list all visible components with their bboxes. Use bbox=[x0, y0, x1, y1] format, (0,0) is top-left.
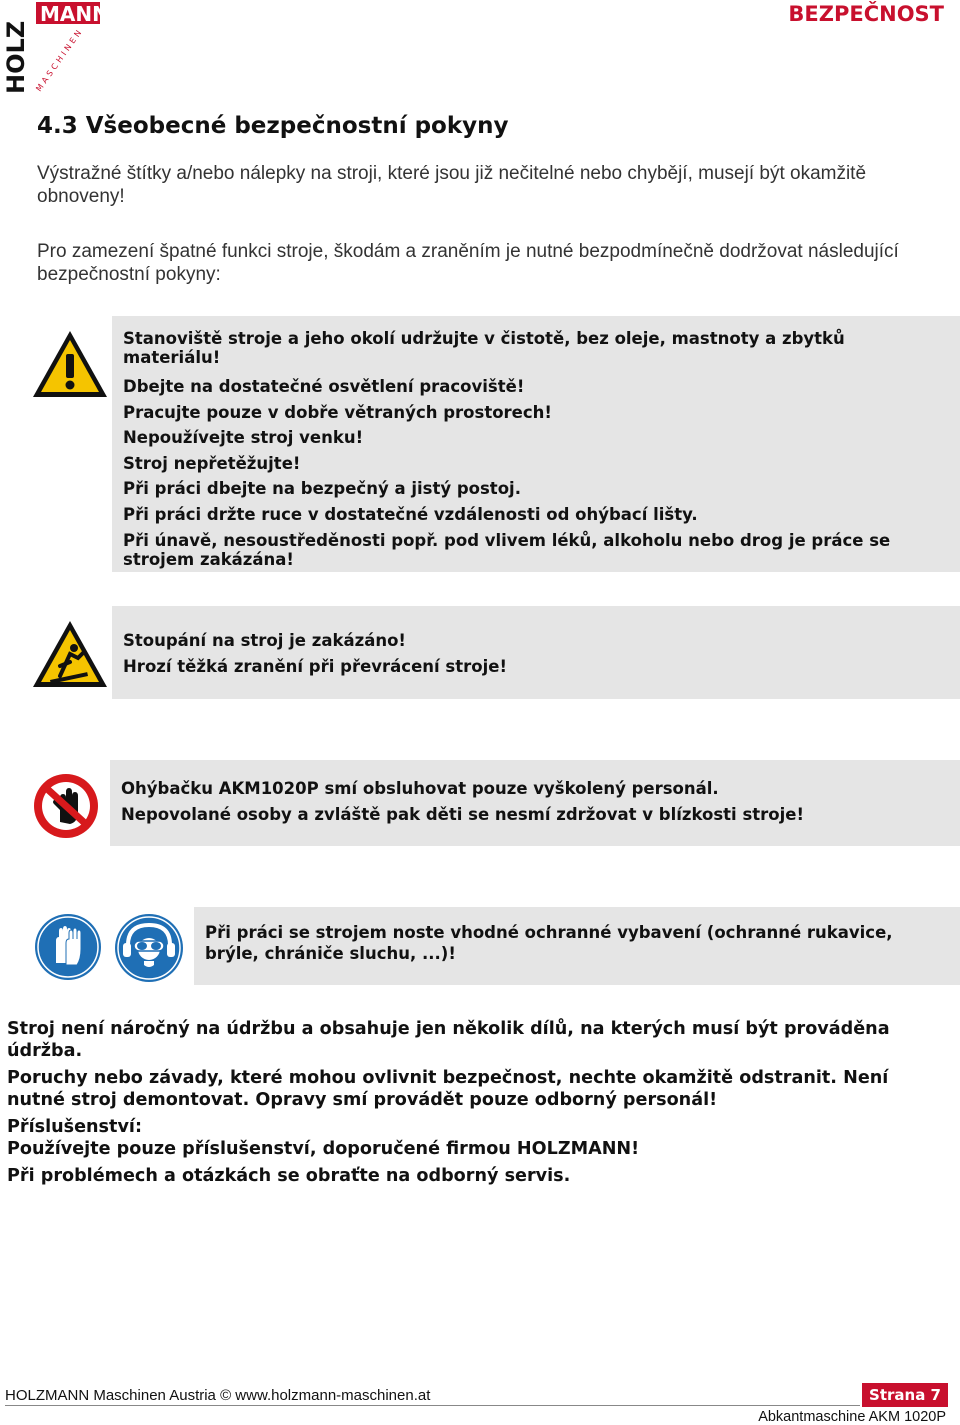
footer-company: HOLZMANN Maschinen Austria © www.holzmann-maschinen.at bbox=[5, 1387, 431, 1404]
warning-tipping-icon bbox=[30, 618, 110, 690]
panel-line: Při práci se strojem noste vhodné ochranné vybavení (ochranné rukavice, brýle, chrániče sluchu, ...)! bbox=[205, 923, 893, 963]
panel-line: Ohýbačku AKM1020P smí obsluhovat pouze vyškolený personál. bbox=[121, 779, 719, 798]
panel-line: Stroj nepřetěžujte! bbox=[123, 453, 301, 473]
panel-line: Hrozí těžká zranění při převrácení stroje! bbox=[123, 656, 507, 676]
faults-paragraph: Poruchy nebo závady, které mohou ovlivnit bezpečnost, nechte okamžitě odstranit. Není nutné stroj demontovat. Opravy smí provádět pouze odborný personál! bbox=[7, 1068, 889, 1110]
panel-line: Při práci dbejte na bezpečný a jistý postoj. bbox=[123, 479, 521, 499]
footer-model: Abkantmaschine AKM 1020P bbox=[758, 1409, 946, 1425]
panel-line: Dbejte na dostatečné osvětlení pracoviště! bbox=[123, 377, 525, 396]
no-unauthorized-access-icon bbox=[32, 772, 100, 840]
panel-line: Nepovolané osoby a zvláště pak děti se nesmí zdržovat v blízkosti stroje! bbox=[121, 804, 805, 824]
intro-paragraph-1: Výstražné štítky a/nebo nálepky na stroji, které jsou již nečitelné nebo chybějí, musejí být okamžitě obnoveny! bbox=[37, 163, 867, 207]
header-section-label: BEZPEČNOST bbox=[788, 2, 944, 26]
warning-exclamation-icon bbox=[30, 328, 110, 400]
personnel-panel bbox=[110, 760, 960, 846]
accessories-paragraph: Používejte pouze příslušenství, doporučené firmou HOLZMANN! bbox=[7, 1139, 640, 1159]
maintenance-paragraph: Stroj není náročný na údržbu a obsahuje jen několik dílů, na kterých musí být prováděna údržba. bbox=[7, 1019, 890, 1061]
climbing-warning-panel bbox=[112, 606, 960, 699]
body-text-block bbox=[7, 1018, 942, 1192]
panel-line: Stanoviště stroje a jeho okolí udržujte v čistotě, bez oleje, mastnoty a zbytků materiálu! bbox=[123, 329, 845, 367]
panel-line: Při práci držte ruce v dostatečné vzdálenosti od ohýbací lišty. bbox=[123, 504, 698, 524]
footer-divider bbox=[5, 1405, 860, 1406]
panel-line: Pracujte pouze v dobře větraných prostorech! bbox=[123, 402, 552, 422]
ppe-panel bbox=[194, 907, 960, 985]
accessories-heading: Příslušenství: bbox=[7, 1117, 142, 1137]
section-heading: 4.3 Všeobecné bezpečnostní pokyny bbox=[37, 113, 509, 139]
intro-paragraph-2: Pro zamezení špatné funkci stroje, škodám a zraněním je nutné bezpodmínečně dodržovat následující bezpečnostní pokyny: bbox=[37, 241, 899, 285]
goggles-ear-protection-icon bbox=[114, 913, 184, 983]
svg-text:MANN: MANN bbox=[40, 2, 109, 26]
gloves-required-icon bbox=[34, 913, 102, 981]
panel-line: Stoupání na stroj je zakázáno! bbox=[123, 631, 406, 650]
svg-text:HOLZ: HOLZ bbox=[2, 20, 30, 94]
service-paragraph: Při problémech a otázkách se obraťte na odborný servis. bbox=[7, 1166, 571, 1186]
panel-line: Nepoužívejte stroj venku! bbox=[123, 428, 364, 448]
panel-line: Při únavě, nesoustředěnosti popř. pod vlivem léků, alkoholu nebo drog je práce se strojem zakázána! bbox=[123, 530, 891, 569]
svg-text:MASCHINEN: MASCHINEN bbox=[34, 26, 85, 94]
general-safety-panel bbox=[112, 316, 960, 572]
page-number: Strana 7 bbox=[862, 1383, 948, 1407]
holzmann-logo bbox=[0, 0, 110, 100]
